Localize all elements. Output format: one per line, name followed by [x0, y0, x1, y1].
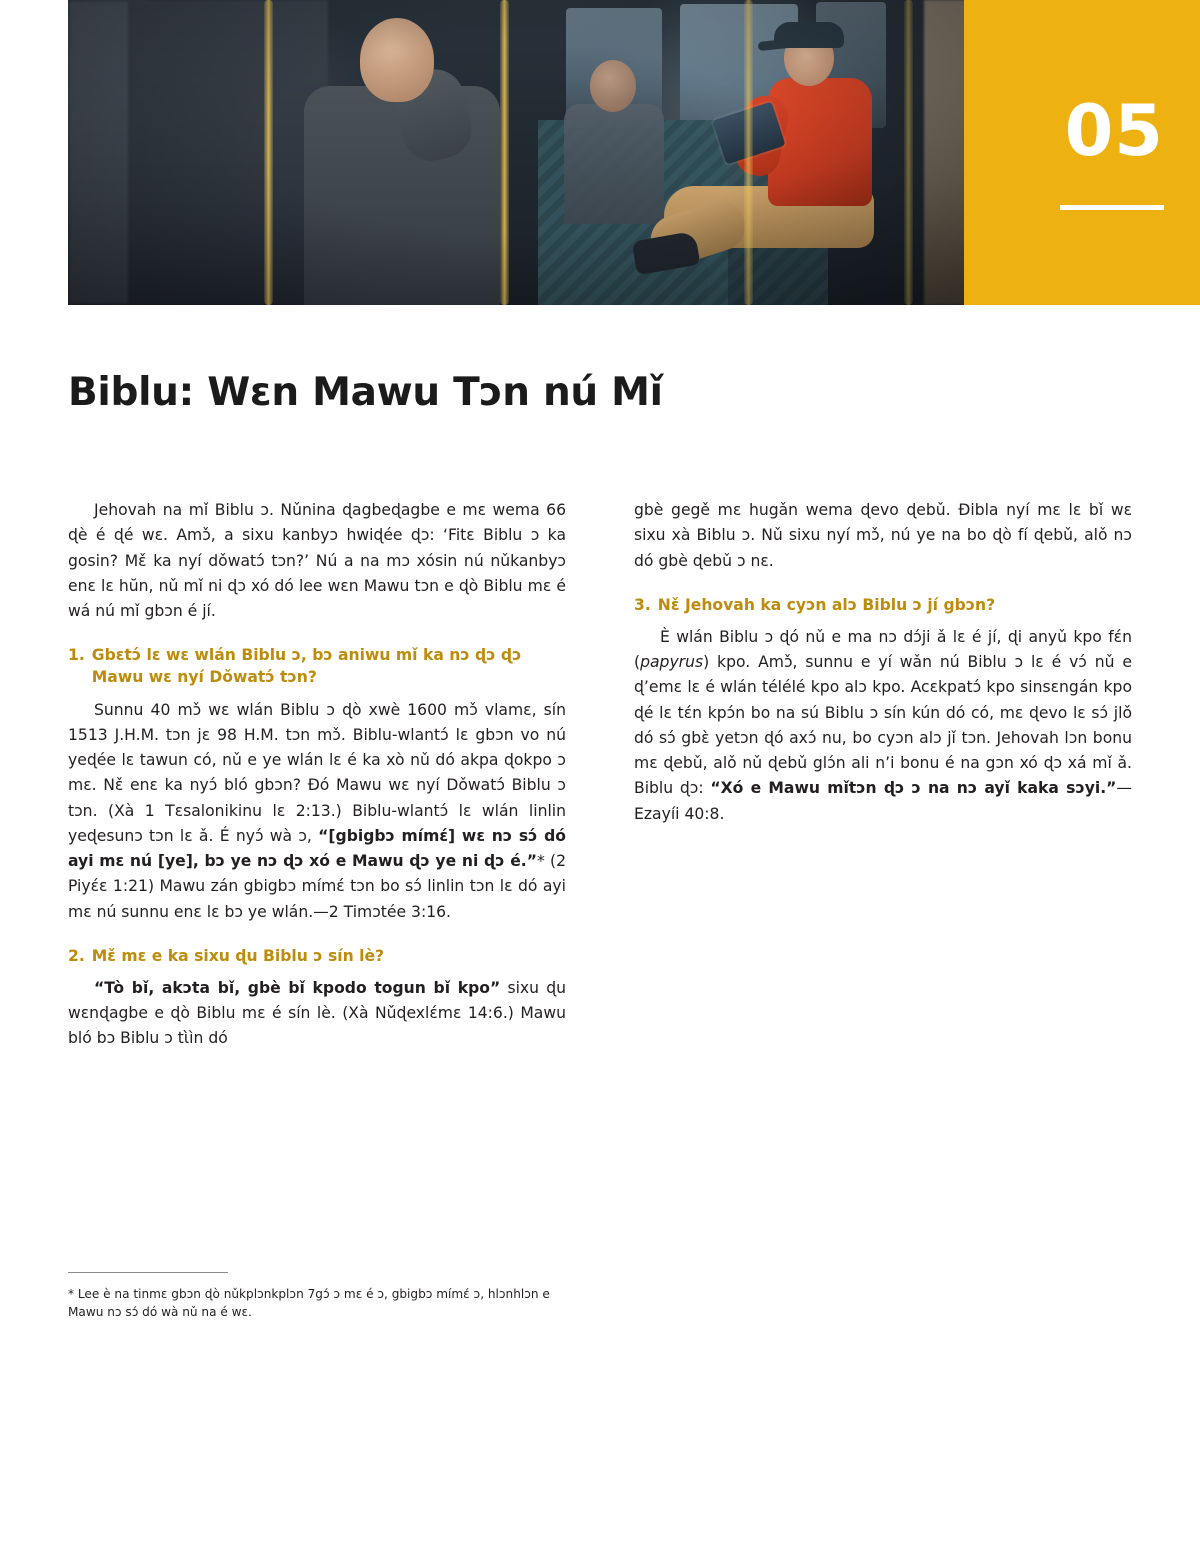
photo-vignette — [68, 0, 964, 305]
question-body-1: Sunnu 40 mɔ̌ wɛ wlán Biblu ɔ ɖò xwè 1600 mɔ̌ vlamɛ, sín 1513 J.H.M. tɔn jɛ 98 H.M. tɔn mɔ̌. Biblu-wlantɔ́ lɛ gbɔn vo nú yeɖée lɛ tawun có, nǔ e ye wlán lɛ é ka xò nǔ dó akpa ɖokpo ɔ mɛ. Nɛ̌ enɛ ka nyɔ́ bló gbɔn? Ðó Mawu wɛ nyí Dǒwatɔ́ Biblu ɔ tɔn. (Xà 1 Tɛsalonikinu lɛ 2:13.) Biblu-wlantɔ́ lɛ wlán linlin yeɖesunɔ tɔn lɛ ǎ. É nyɔ́ wà ɔ, “[gbigbɔ mímɛ́] wɛ nɔ sɔ́ dó ayi mɛ nú [ye], bɔ ye nɔ ɖɔ xó e Mawu ɖɔ ye ni ɖɔ é.”* (2 Piyɛ́ɛ 1:21) Mawu zán gbigbɔ mímɛ́ tɔn bo sɔ́ linlin tɔn lɛ dó ayi mɛ nú sunnu enɛ lɛ bɔ ye wlán.—2 Timɔtée 3:16. — [68, 700, 566, 921]
question-heading-2 — [68, 945, 566, 967]
question-heading-3 — [634, 594, 1132, 616]
lead-paragraph: Jehovah na mǐ Biblu ɔ. Nǔnina ɖagbeɖagbe e mɛ wema 66 ɖè é ɖé wɛ. Amɔ̌, a sixu kanbyɔ hwiɖée ɖɔ: ‘Fitɛ Biblu ɔ ka gosin? Mɛ̌ ka nyí dǒwatɔ́ tɔn?’ Nú a na mɔ xósin nú nǔkanbyɔ enɛ lɛ hŭn, nǔ mǐ ni ɖɔ xó dó lee wɛn Mawu tɔn e ɖò Biblu mɛ é wá nú mǐ gbɔn é jí. — [68, 501, 566, 620]
question-heading-text: Gbɛtɔ́ lɛ wɛ wlán Biblu ɔ, bɔ aniwu mǐ ka nɔ ɖɔ ɖɔ Mawu wɛ nyí Dǒwatɔ́ tɔn? — [91, 646, 522, 687]
page-title: Biblu: Wɛn Mawu Tɔn nú Mǐ — [68, 370, 663, 416]
footnote-divider — [68, 1272, 228, 1273]
question-number: 3. — [634, 595, 651, 614]
question-number: 2. — [68, 946, 85, 965]
question-body-2-continued: gbè gegě mɛ hugǎn wema ɖevo ɖebǔ. Ðibla nyí mɛ lɛ bǐ wɛ sixu xà Biblu ɔ. Nǔ sixu nyí mɔ̌, nú ye na bo ɖò fí ɖebǔ, alǒ nɔ dó gbè ɖebǔ ɔ nɛ. — [634, 501, 1132, 570]
column-left — [68, 498, 566, 1072]
lesson-number-badge — [964, 0, 1200, 305]
question-heading-text: Mɛ̌ mɛ e ka sixu ɖu Biblu ɔ sín lè? — [91, 946, 385, 965]
question-block-3 — [634, 594, 1132, 827]
question-heading-1 — [68, 644, 566, 688]
column-right — [634, 498, 1132, 847]
question-body-2: “Tò bǐ, akɔta bǐ, gbè bǐ kpodo togun bǐ kpo” sixu ɖu wɛnɖagbe e ɖò Biblu mɛ é sín lè. (Xà Nǔɖexlɛ́mɛ 14:6.) Mawu bló bɔ Biblu ɔ tɩ̀ìn dó — [68, 978, 567, 1048]
hero-banner — [0, 0, 1200, 305]
badge-underline — [1060, 205, 1164, 210]
footnote — [68, 1272, 568, 1321]
question-body-3: È wlán Biblu ɔ ɖó nǔ e ma nɔ dɔ́ji ǎ lɛ é jí, ɖi anyǔ kpo fɛ́n (papyrus) kpo. Amɔ̌, sunnu e yí wǎn nú Biblu ɔ lɛ é vɔ́ nǔ e ɖ’emɛ lɛ é wlán télélé kpo alɔ kpo. Acɛkpatɔ́ kpo sinsɛngán kpo ɖé lɛ tɛ́n kpɔ́n bo na sú Biblu ɔ sín kún dó có, mɛ ɖevo lɛ sɔ́ jlǒ dó sɔ́ gbɛ̀ yetɔn ɖó axɔ́ nu, bo cyɔn alɔ jǐ tɔn. Jehovah lɔn bonu mɛ ɖebǔ, alǒ nǔ ɖebǔ glɔ́n ali n’i bonu é na gɔn xó ɖɔ xá mǐ ǎ. Biblu ɖɔ: “Xó e Mawu mǐtɔn ɖɔ ɔ na nɔ ayǐ kaka sɔyi.”—Ezayíi 40:8. — [634, 627, 1132, 823]
hero-photo — [68, 0, 964, 305]
question-block-2 — [68, 945, 566, 1052]
footnote-text: * Lee è na tinmɛ gbɔn ɖò nǔkplɔnkplɔn 7gɔ́ ɔ mɛ é ɔ, gbigbɔ mímɛ́ ɔ, hlɔnhlɔn e Mawu nɔ sɔ́ dó wà nǔ na é wɛ. — [68, 1287, 550, 1320]
question-number: 1. — [68, 646, 85, 665]
question-heading-text: Nɛ̌ Jehovah ka cyɔn alɔ Biblu ɔ jí gbɔn? — [657, 595, 996, 614]
question-block-1 — [68, 644, 566, 925]
lesson-number: 05 — [1064, 90, 1164, 172]
